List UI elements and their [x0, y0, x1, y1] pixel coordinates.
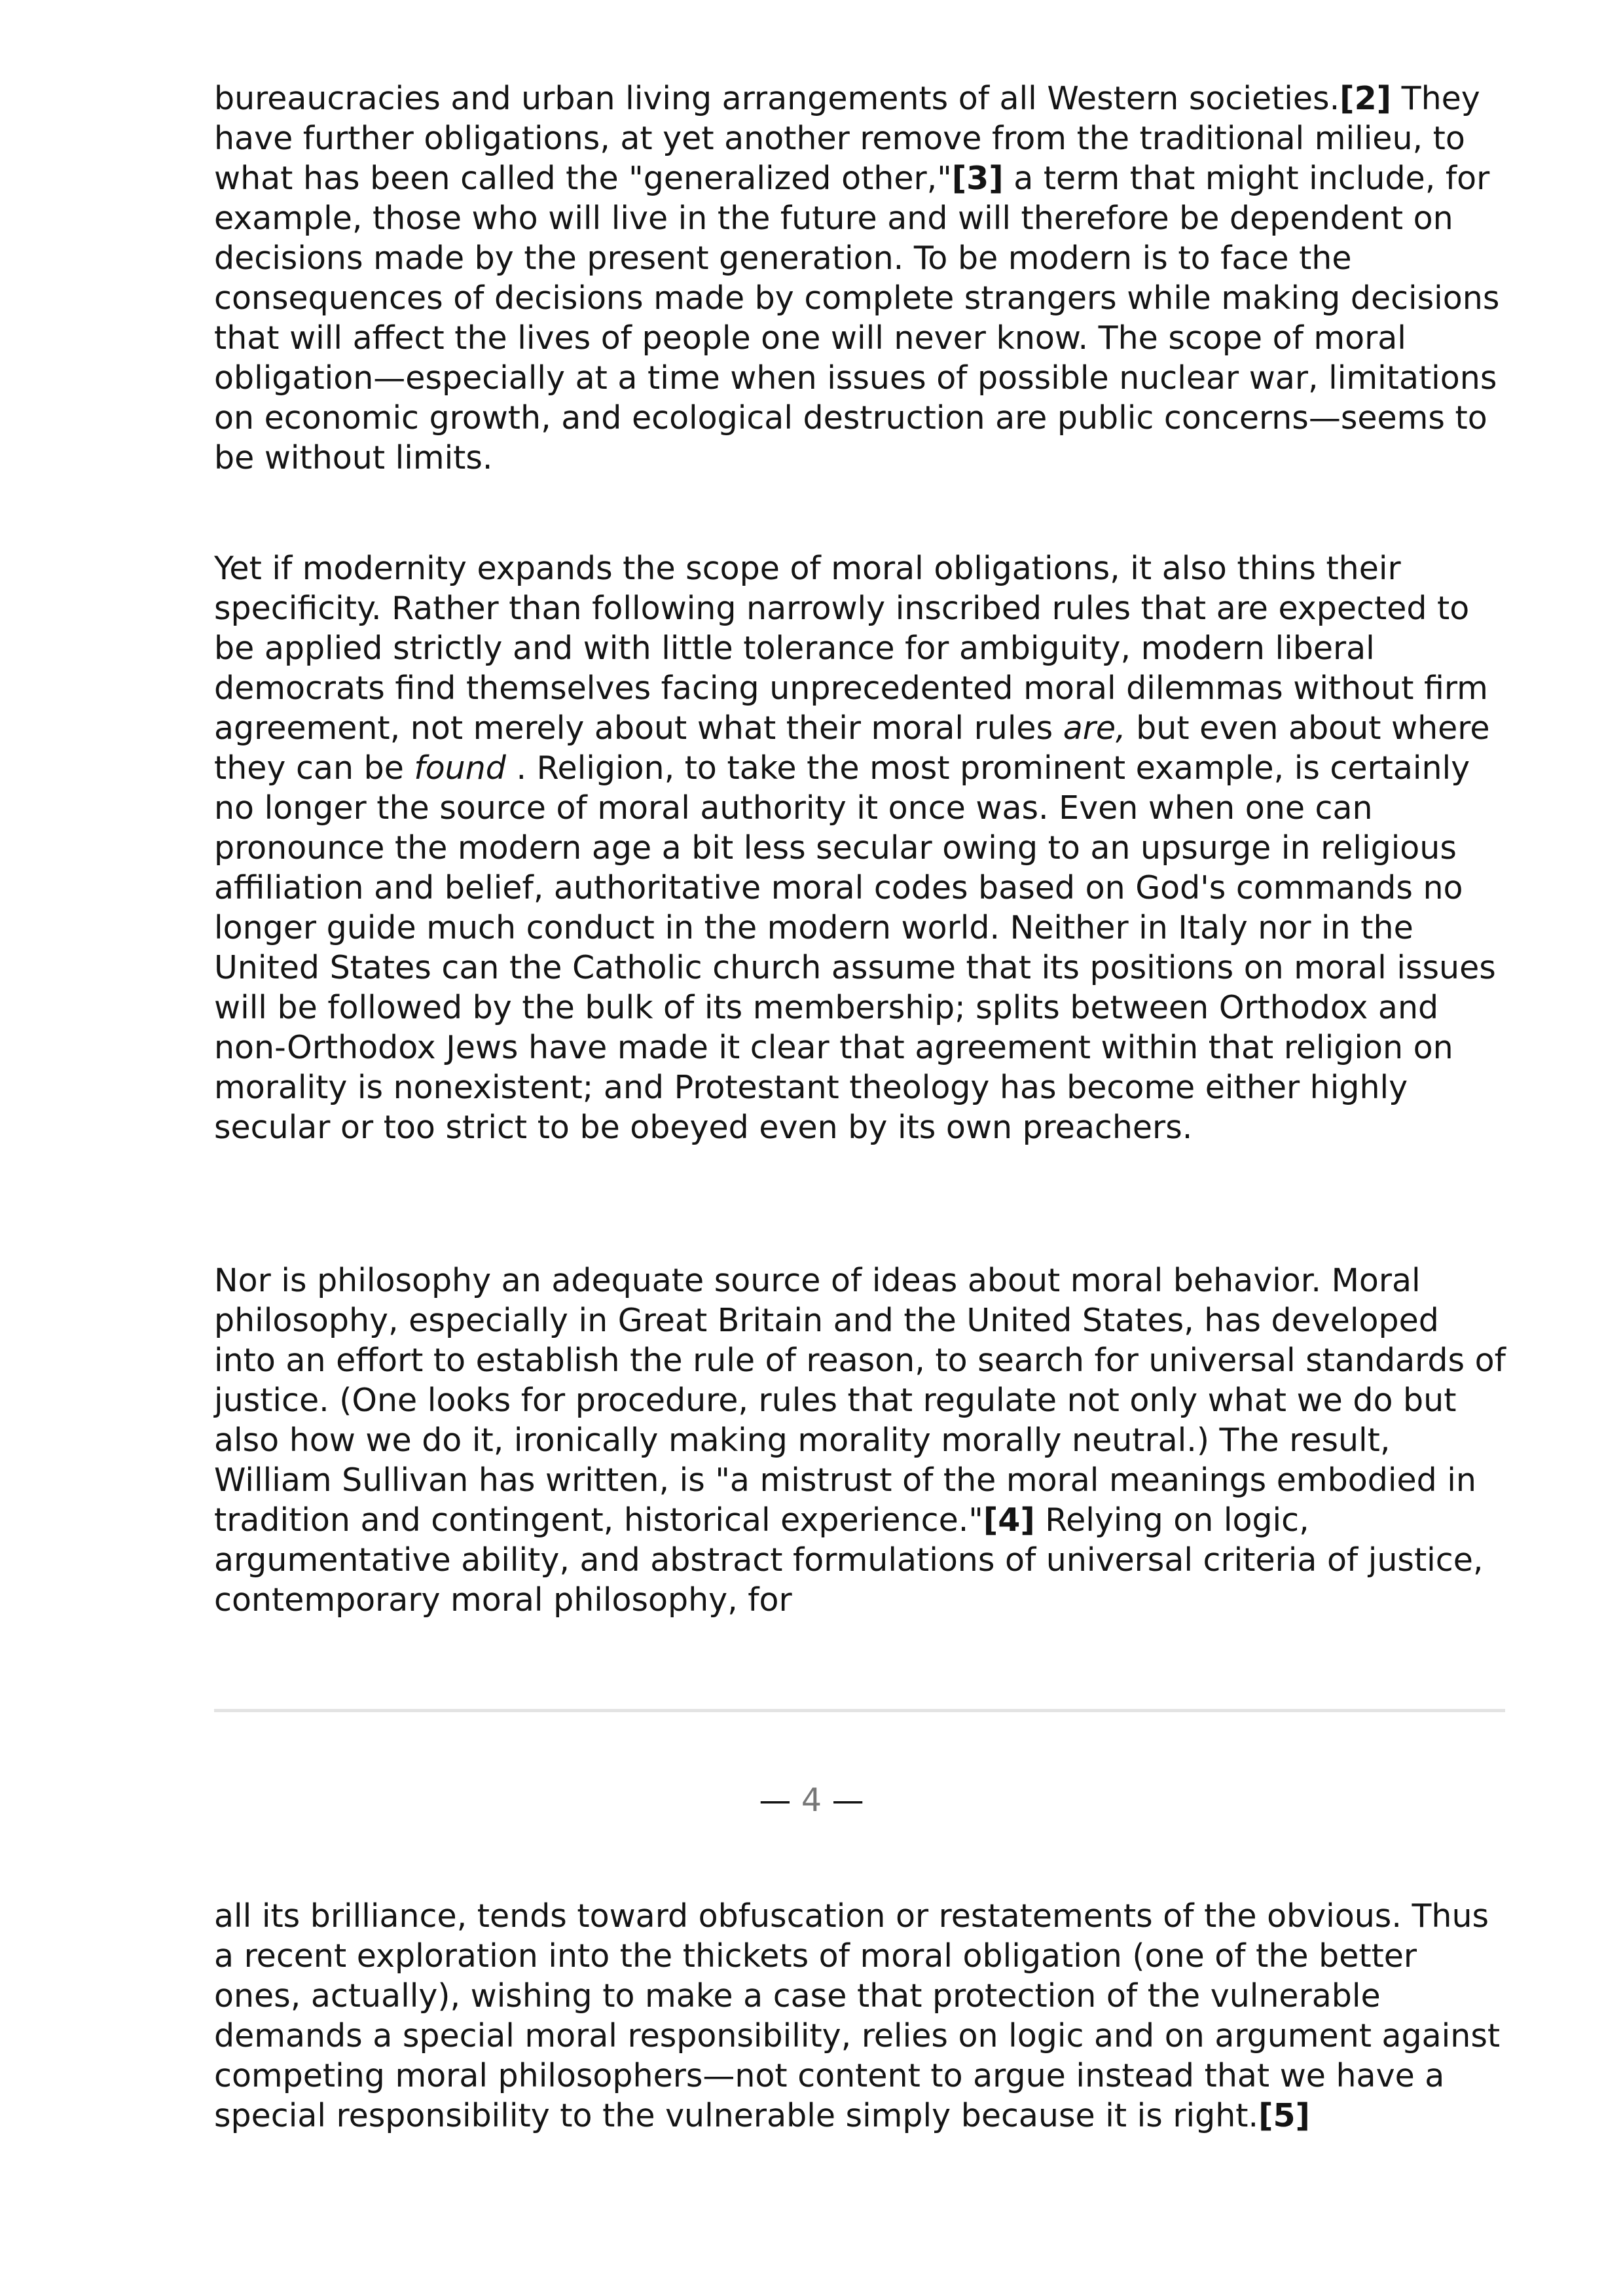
- paragraph-text: Relying on logic, argumentative ability, and abstract formulations of universal criteria of justice, contemporary moral philosophy, for: [214, 1501, 1484, 1619]
- paragraph-text: They have further obligations, at yet another remove from the traditional milieu, to what has been called the "generalized other,": [214, 80, 1480, 197]
- emphasis-found: found: [414, 749, 506, 787]
- paragraph-obligations-scope: [214, 79, 1510, 478]
- paragraph-text: bureaucracies and urban living arrangements of all Western societies.: [214, 80, 1340, 117]
- footnote-ref-3[interactable]: [3]: [951, 160, 1004, 197]
- paragraph-text: a term that might include, for example, those who will live in the future and will therefore be dependent on decisions made by the present generation. To be modern is to face the consequences of decisions made by complete strangers while making decisions that will affect the lives of people one will never know. The scope of moral obligation—especially at a time when issues of possible nuclear war, limitations on economic growth, and ecological destruction are public concerns—seems to be without limits.: [214, 160, 1500, 476]
- page-number-dash-right: —: [831, 1782, 864, 1819]
- page-number-dash-left: —: [759, 1782, 792, 1819]
- page-number-value: 4: [801, 1782, 822, 1819]
- paragraph-text: but even about where they can be: [214, 709, 1490, 787]
- page-break-divider: [214, 1709, 1505, 1712]
- footnote-ref-5[interactable]: [5]: [1258, 2097, 1310, 2134]
- paragraph-modernity-specificity: [214, 548, 1510, 1147]
- paragraph-text: all its brilliance, tends toward obfuscation or restatements of the obvious. Thus a recent exploration into the thickets of moral obligation (one of the better ones, actually), wishing to make a case that protection of the vulnerable demands a special moral responsibility, relies on logic and on argument against competing moral philosophers—not content to argue instead that we have a special responsibility to the vulnerable simply because it is right.: [214, 1897, 1501, 2134]
- emphasis-are: are,: [1063, 709, 1126, 747]
- paragraph-text: . Religion, to take the most prominent example, is certainly no longer the source of moral authority it once was. Even when one can pronounce the modern age a bit less secular owing to an upsurge in religious affiliation and belief, authoritative moral codes based on God's commands no longer guide much conduct in the modern world. Neither in Italy nor in the United States can the Catholic church assume that its positions on moral issues will be followed by the bulk of its membership; splits between Orthodox and non-Orthodox Jews have made it clear that agreement within that religion on morality is nonexistent; and Protestant theology has become either highly secular or too strict to be obeyed even by its own preachers.: [214, 749, 1496, 1146]
- paragraph-text: Yet if modernity expands the scope of moral obligations, it also thins their specificity. Rather than following narrowly inscribed rules that are expected to be applied strictly and with little tolerance for ambiguity, modern liberal democrats find themselves facing unprecedented moral dilemmas without firm agreement, not merely about what their moral rules: [214, 550, 1488, 747]
- page-number: [0, 1780, 1623, 1820]
- paragraph-text: Nor is philosophy an adequate source of ideas about moral behavior. Moral philosophy, especially in Great Britain and the United States, has developed into an effort to establish the rule of reason, to search for universal standards of justice. (One looks for procedure, rules that regulate not only what we do but also how we do it, ironically making morality morally neutral.) The result, William Sullivan has written, is "a mistrust of the moral meanings embodied in tradition and contingent, historical experience.": [214, 1262, 1506, 1539]
- footnote-ref-2[interactable]: [2]: [1340, 80, 1392, 117]
- paragraph-philosophy: [214, 1261, 1510, 1620]
- paragraph-brilliance: [214, 1896, 1510, 2136]
- footnote-ref-4[interactable]: [4]: [983, 1501, 1035, 1539]
